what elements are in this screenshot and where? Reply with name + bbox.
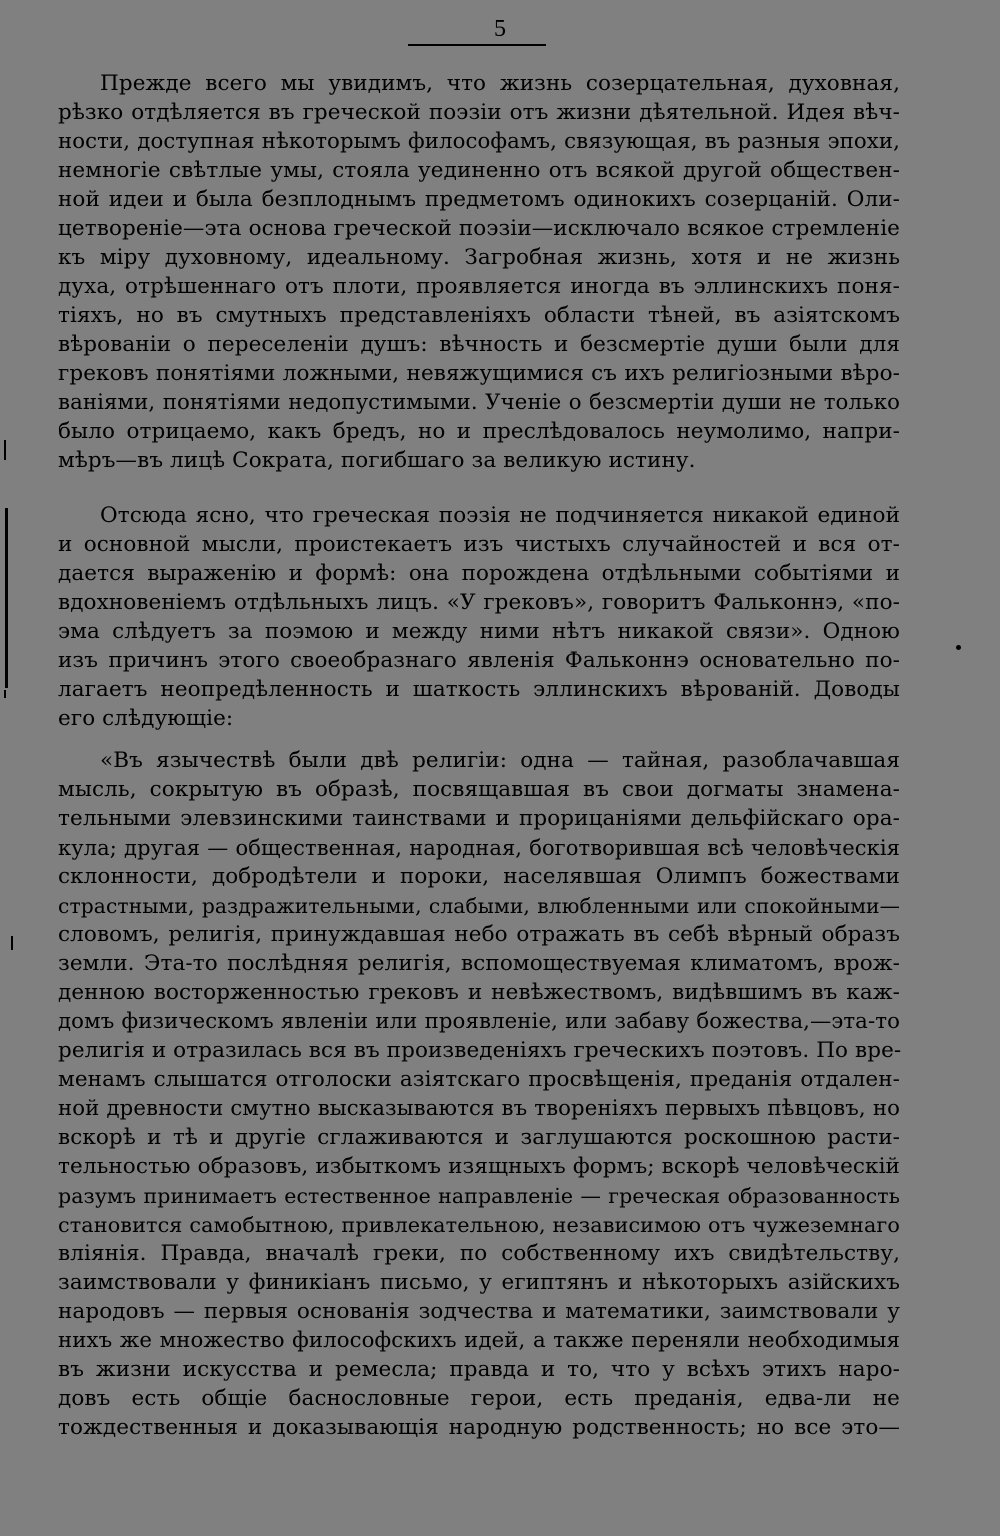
stray-dot <box>956 645 961 650</box>
text-line: ной древности смутно высказываются въ твореніяхъ первыхъ пѣвцовъ, но <box>58 1096 900 1121</box>
page-number: 5 <box>494 16 506 42</box>
text-line: мѣръ—въ лицѣ Сократа, погибшаго за великую истину. <box>58 448 696 473</box>
text-line: цетвореніе—эта основа греческой поэзіи—исключало всякое стремленіе <box>58 216 900 241</box>
text-line: земли. Эта-то послѣдняя религія, вспомоществуемая климатомъ, врож- <box>58 951 900 976</box>
text-line: немногіе свѣтлые умы, стояла уединенно отъ всякой другой обществен- <box>58 158 900 183</box>
text-line: лагаетъ неопредѣленность и шаткость эллинскихъ вѣрованій. Доводы <box>58 677 900 702</box>
text-line: разумъ принимаетъ естественное направленіе — греческая образованность <box>58 1184 900 1208</box>
text-line: ности, доступная нѣкоторымъ философамъ, связующая, въ разныя эпохи, <box>58 129 900 154</box>
text-line: заимствовали у финикіанъ письмо, у египтянъ и нѣкоторыхъ азійскихъ <box>58 1270 900 1295</box>
text-line: религія и отразилась вся въ произведеніяхъ греческихъ поэтовъ. По вре- <box>58 1038 902 1063</box>
text-line: тіяхъ, но въ смутныхъ представленіяхъ области тѣней, въ азіятскомъ <box>58 303 900 328</box>
text-line: изъ причинъ этого своеобразнаго явленія Фальконнэ основательно по- <box>58 648 900 673</box>
text-line: духа, отрѣшеннаго отъ плоти, проявляется иногда въ эллинскихъ поня- <box>58 274 900 299</box>
text-line: тождественныя и доказывающія народную родственность; но все это— <box>58 1415 900 1440</box>
text-line: страстными, раздражительными, слабыми, влюбленными или спокойными— <box>58 894 900 918</box>
text-line: становится самобытною, привлекательною, независимою отъ чужеземнаго <box>58 1213 900 1237</box>
text-line: довъ есть общіе баснословные герои, есть преданія, едва-ли не <box>58 1386 900 1411</box>
margin-scan-tick <box>4 440 6 460</box>
text-line: кула; другая — общественная, народная, боготворившая всѣ человѣческія <box>58 836 900 860</box>
margin-scan-bar <box>5 508 8 688</box>
text-line: въ жизни искусства и ремесла; правда и то, что у всѣхъ этихъ наро- <box>58 1357 900 1382</box>
text-line: грековъ понятіями ложными, невяжущимися съ ихъ религіозными вѣро- <box>58 361 900 386</box>
text-line: Прежде всего мы увидимъ, что жизнь созерцательная, духовная, <box>100 71 900 96</box>
margin-scan-tick <box>11 936 13 950</box>
text-line: вскорѣ и тѣ и другіе сглаживаются и заглушаются роскошною расти- <box>58 1125 900 1150</box>
text-line: и основной мысли, проистекаетъ изъ чистыхъ случайностей и вся от- <box>58 532 900 557</box>
text-line: «Въ язычествѣ были двѣ религіи: одна — тайная, разоблачавшая <box>100 748 900 773</box>
text-line: тельностью образовъ, избыткомъ изящныхъ формъ; вскорѣ человѣческій <box>58 1154 900 1179</box>
text-line: нихъ же множество философскихъ идей, а также переняли необходимыя <box>58 1328 900 1353</box>
text-line: рѣзко отдѣляется въ греческой поэзіи отъ жизни дѣятельной. Идея вѣч- <box>58 100 900 125</box>
text-line: денною восторженностью грековъ и невѣжествомъ, видѣвшимъ въ каж- <box>58 980 900 1005</box>
text-line: словомъ, религія, принуждавшая небо отражать въ себѣ вѣрный образъ <box>58 922 900 947</box>
text-line: тельными элевзинскими таинствами и прорицаніями дельфійскаго ора- <box>58 806 900 831</box>
text-line: народовъ — первыя основанія зодчества и математики, заимствовали у <box>58 1299 900 1324</box>
text-line: Отсюда ясно, что греческая поэзія не подчиняется никакой единой <box>100 503 900 528</box>
text-line: ной идеи и была безплоднымъ предметомъ одинокихъ созерцаній. Оли- <box>58 187 900 212</box>
text-line: склонности, добродѣтели и пороки, населявшая Олимпъ божествами <box>58 864 900 889</box>
margin-scan-tick <box>4 690 6 698</box>
text-line: его слѣдующіе: <box>58 706 234 731</box>
page-number-rule <box>408 44 546 46</box>
text-line: вдохновеніемъ отдѣльныхъ лицъ. «У грековъ», говоритъ Фальконнэ, «по- <box>58 590 900 615</box>
text-line: ваніями, понятіями недопустимыми. Ученіе о безсмертіи души не только <box>58 390 900 415</box>
text-line: мысль, сокрытую въ образѣ, посвящавшая въ свои догматы знамена- <box>58 777 900 802</box>
text-line: къ міру духовному, идеальному. Загробная жизнь, хотя и не жизнь <box>58 245 900 270</box>
text-line: домъ физическомъ явленіи или проявленіе, или забаву божества,—эта-то <box>58 1009 900 1034</box>
text-line: менамъ слышатся отголоски азіятскаго просвѣщенія, преданія отдален- <box>58 1067 900 1092</box>
text-line: эма слѣдуетъ за поэмою и между ними нѣтъ никакой связи». Одною <box>58 619 900 644</box>
text-line: вѣрованіи о переселеніи душъ: вѣчность и безсмертіе души были для <box>58 332 900 357</box>
text-line: было отрицаемо, какъ бредъ, но и преслѣдовалось неумолимо, напри- <box>58 419 900 444</box>
text-line: дается выраженію и формѣ: она порождена отдѣльными событіями и <box>58 561 900 586</box>
text-line: вліянія. Правда, вначалѣ греки, по собственному ихъ свидѣтельству, <box>58 1241 900 1266</box>
